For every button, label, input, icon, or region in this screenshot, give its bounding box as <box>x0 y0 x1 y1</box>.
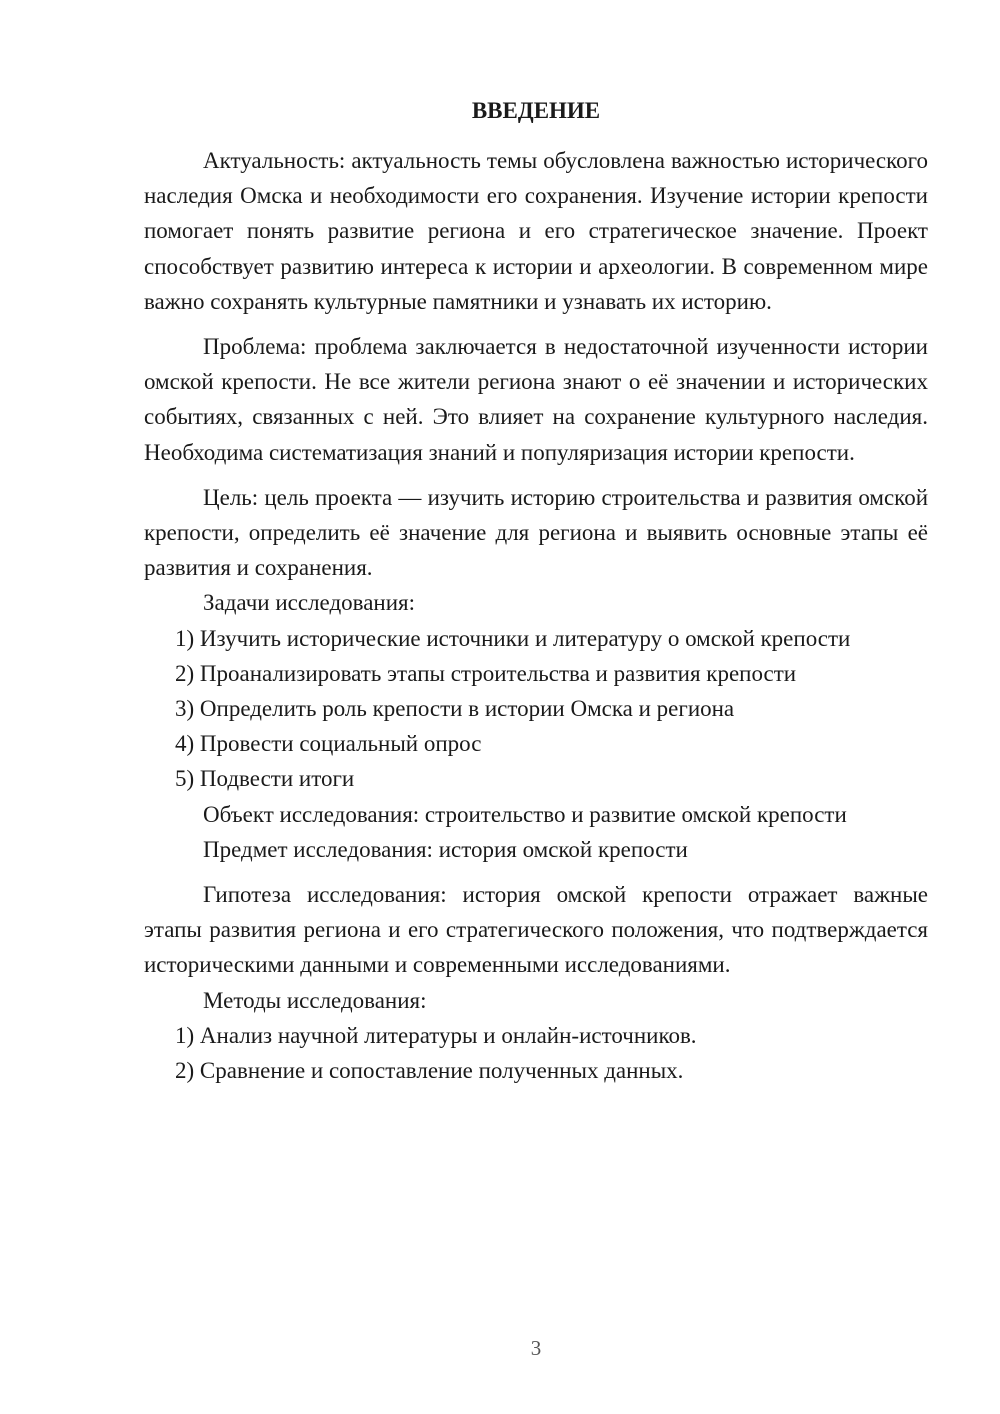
hypothesis-paragraph: Гипотеза исследования: история омской крепости отражает важные этапы развития региона и его стратегического положения, что подтверждается историческими данными и современными исследованиями. <box>144 882 928 978</box>
document-body <box>144 143 928 1088</box>
section-title: ВВЕДЕНИЕ <box>471 98 601 123</box>
page-number: 3 <box>530 1336 542 1360</box>
subject-paragraph: Предмет исследования: история омской крепости <box>203 836 688 862</box>
task-item: 1) Изучить исторические источники и литературу о омской крепости <box>175 625 851 651</box>
task-item: 4) Провести социальный опрос <box>175 731 482 757</box>
task-item: 2) Проанализировать этапы строительства и развития крепости <box>175 660 797 686</box>
relevance-paragraph: Актуальность: актуальность темы обусловлена важностью исторического наследия Омска и необходимости его сохранения. Изучение истории крепости помогает понять развитие региона и его стратегическое значение. Проект способствует развитию интереса к истории и археологии. В современном мире важно сохранять культурные памятники и узнавать их историю. <box>144 148 928 314</box>
object-paragraph: Объект исследования: строительство и развитие омской крепости <box>203 801 847 827</box>
methods-heading: Методы исследования: <box>203 987 427 1013</box>
problem-paragraph: Проблема: проблема заключается в недостаточной изученности истории омской крепости. Не все жители региона знают о её значении и исторических событиях, связанных с ней. Это влияет на сохранение культурного наследия. Необходима систематизация знаний и популяризация истории крепости. <box>144 334 928 465</box>
method-item: 2) Сравнение и сопоставление полученных данных. <box>175 1058 684 1084</box>
goal-paragraph: Цель: цель проекта — изучить историю строительства и развития омской крепости, определить её значение для региона и выявить основные этапы её развития и сохранения. <box>144 484 928 581</box>
task-item: 5) Подвести итоги <box>175 766 355 792</box>
method-item: 1) Анализ научной литературы и онлайн-источников. <box>175 1022 697 1048</box>
task-item: 3) Определить роль крепости в истории Омска и региона <box>175 696 735 722</box>
tasks-heading: Задачи исследования: <box>203 590 416 616</box>
